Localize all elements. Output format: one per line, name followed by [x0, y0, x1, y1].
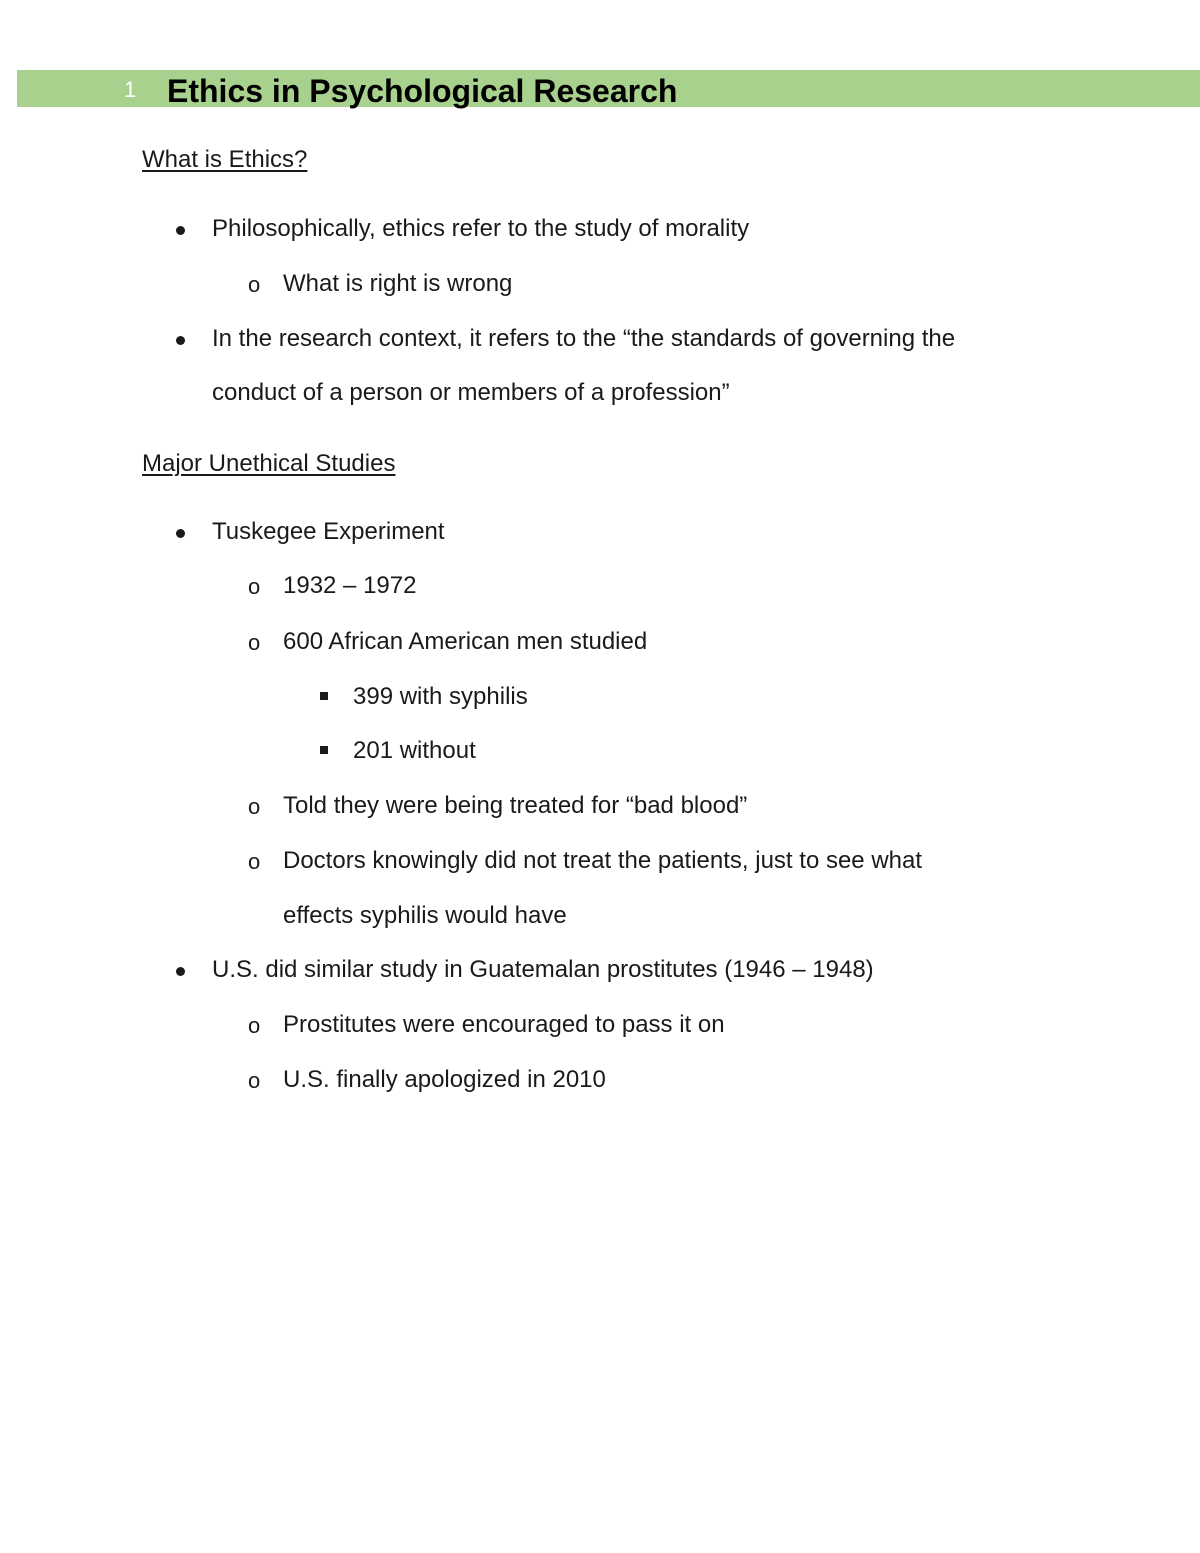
bullet-circle-icon: o [248, 794, 261, 819]
list-item: 1932 – 1972 [283, 572, 417, 599]
bullet-circle-icon: o [248, 1013, 261, 1038]
heading-number: 1 [124, 77, 137, 102]
section-title-what-is-ethics: What is Ethics? [142, 146, 308, 173]
list-item-continuation: conduct of a person or members of a profession” [212, 379, 730, 406]
list-item: U.S. did similar study in Guatemalan prostitutes (1946 – 1948) [212, 956, 874, 983]
bullet-circle-icon: o [248, 574, 261, 599]
list-item: 600 African American men studied [283, 628, 648, 655]
section-title-major-unethical-studies: Major Unethical Studies [142, 450, 396, 477]
list-item: Doctors knowingly did not treat the patients, just to see what [283, 847, 923, 874]
bullet-dot-icon [176, 967, 185, 976]
bullet-square-icon [320, 692, 328, 700]
bullet-dot-icon [176, 226, 185, 235]
list-item: In the research context, it refers to the “the standards of governing the [212, 325, 956, 352]
list-item: 399 with syphilis [353, 683, 528, 710]
page-title: Ethics in Psychological Research [167, 73, 678, 109]
bullet-dot-icon [176, 529, 185, 538]
bullet-circle-icon: o [248, 272, 261, 297]
list-item: Told they were being treated for “bad blood” [283, 792, 748, 819]
bullet-dot-icon [176, 336, 185, 345]
list-item: Philosophically, ethics refer to the study of morality [212, 215, 750, 242]
bullet-circle-icon: o [248, 1068, 261, 1093]
list-item-continuation: effects syphilis would have [283, 902, 567, 929]
bullet-square-icon [320, 746, 328, 754]
list-item: 201 without [353, 737, 476, 764]
list-item: What is right is wrong [283, 270, 513, 297]
bullet-circle-icon: o [248, 630, 261, 655]
bullet-circle-icon: o [248, 849, 261, 874]
list-item: Prostitutes were encouraged to pass it on [283, 1011, 725, 1038]
list-item: Tuskegee Experiment [212, 518, 445, 545]
list-item: U.S. finally apologized in 2010 [283, 1066, 606, 1093]
